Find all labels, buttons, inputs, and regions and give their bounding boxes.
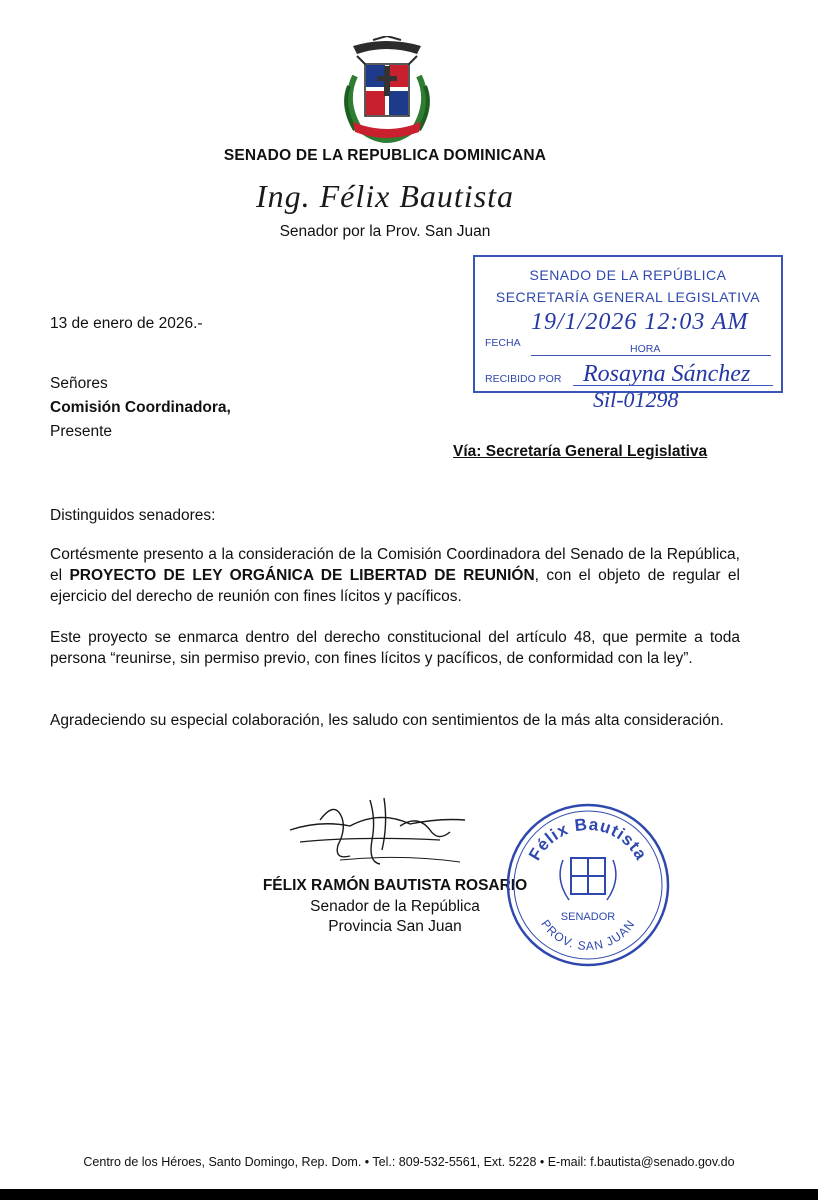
stamp-fecha-label: FECHA	[485, 337, 521, 349]
paragraph-1	[50, 544, 740, 607]
stamp-recibido-label: RECIBIDO POR	[485, 373, 562, 385]
senator-name: Ing. Félix Bautista	[255, 178, 515, 214]
stamp-hora-label: HORA	[630, 343, 661, 355]
recipient-line1: Señores	[50, 375, 108, 392]
paragraph-3: Agradeciendo su especial colaboración, les saludo con sentimientos de la más alta consideración.	[50, 712, 724, 729]
stamp-line2: SECRETARÍA GENERAL LEGISLATIVA	[495, 289, 761, 305]
letter-date: 13 de enero de 2026.-	[50, 315, 203, 332]
stamp-divider	[531, 355, 771, 356]
stamp-divider	[573, 385, 773, 386]
stamp-handwritten-datetime: 19/1/2026 12:03 AM	[531, 309, 749, 335]
stamp-line1: SENADO DE LA REPÚBLICA	[529, 267, 727, 283]
senator-role: Senador por la Prov. San Juan	[279, 223, 491, 240]
senator-seal	[503, 800, 673, 970]
bill-title: PROYECTO DE LEY ORGÁNICA DE LIBERTAD DE REUNIÓN	[69, 567, 535, 584]
seal-middle-text: SENADOR	[560, 911, 616, 923]
signatory-province: Provincia San Juan	[328, 918, 462, 935]
seal-top-text: Félix Bautista	[524, 814, 652, 864]
recipient-line2: Comisión Coordinadora,	[50, 399, 231, 416]
salutation: Distinguidos senadores:	[50, 507, 216, 524]
footer-contact: Centro de los Héroes, Santo Domingo, Rep. Dom. • Tel.: 809-532-5561, Ext. 5228 • E-mail: f.bautista@senado.gov.do	[83, 1155, 735, 1169]
bottom-bar	[0, 1189, 818, 1200]
paragraph-1-text: Cortésmente presento a la consideración de la Comisión Coordinadora del Senado de la República, el	[50, 546, 740, 584]
paragraph-1-text-end: , con el objeto de regular el ejercicio del derecho de reunión con fines lícitos y pacíficos.	[50, 567, 740, 605]
svg-text:Félix Bautista	[525, 815, 651, 864]
signatory-name: FÉLIX RAMÓN BAUTISTA ROSARIO	[262, 877, 528, 894]
paragraph-2: Este proyecto se enmarca dentro del derecho constitucional del artículo 48, que permite a toda persona “reunirse, sin permiso previo, con fines lícitos y pacíficos, de conformidad con la ley”.	[50, 629, 740, 667]
via-line: Vía: Secretaría General Legislativa	[453, 443, 708, 460]
recipient-line3: Presente	[50, 423, 113, 440]
institution-title: SENADO DE LA REPUBLICA DOMINICANA	[223, 147, 547, 164]
coat-of-arms-logo	[333, 36, 441, 146]
seal-bottom-text: PROV. SAN JUAN	[538, 916, 638, 954]
stamp-handwritten-receiver: Rosayna Sánchez	[583, 361, 751, 387]
received-stamp	[473, 255, 783, 412]
signatory-role: Senador de la República	[310, 898, 480, 915]
handwritten-signature	[280, 790, 480, 870]
stamp-handwritten-code: Sil-01298	[593, 387, 679, 412]
